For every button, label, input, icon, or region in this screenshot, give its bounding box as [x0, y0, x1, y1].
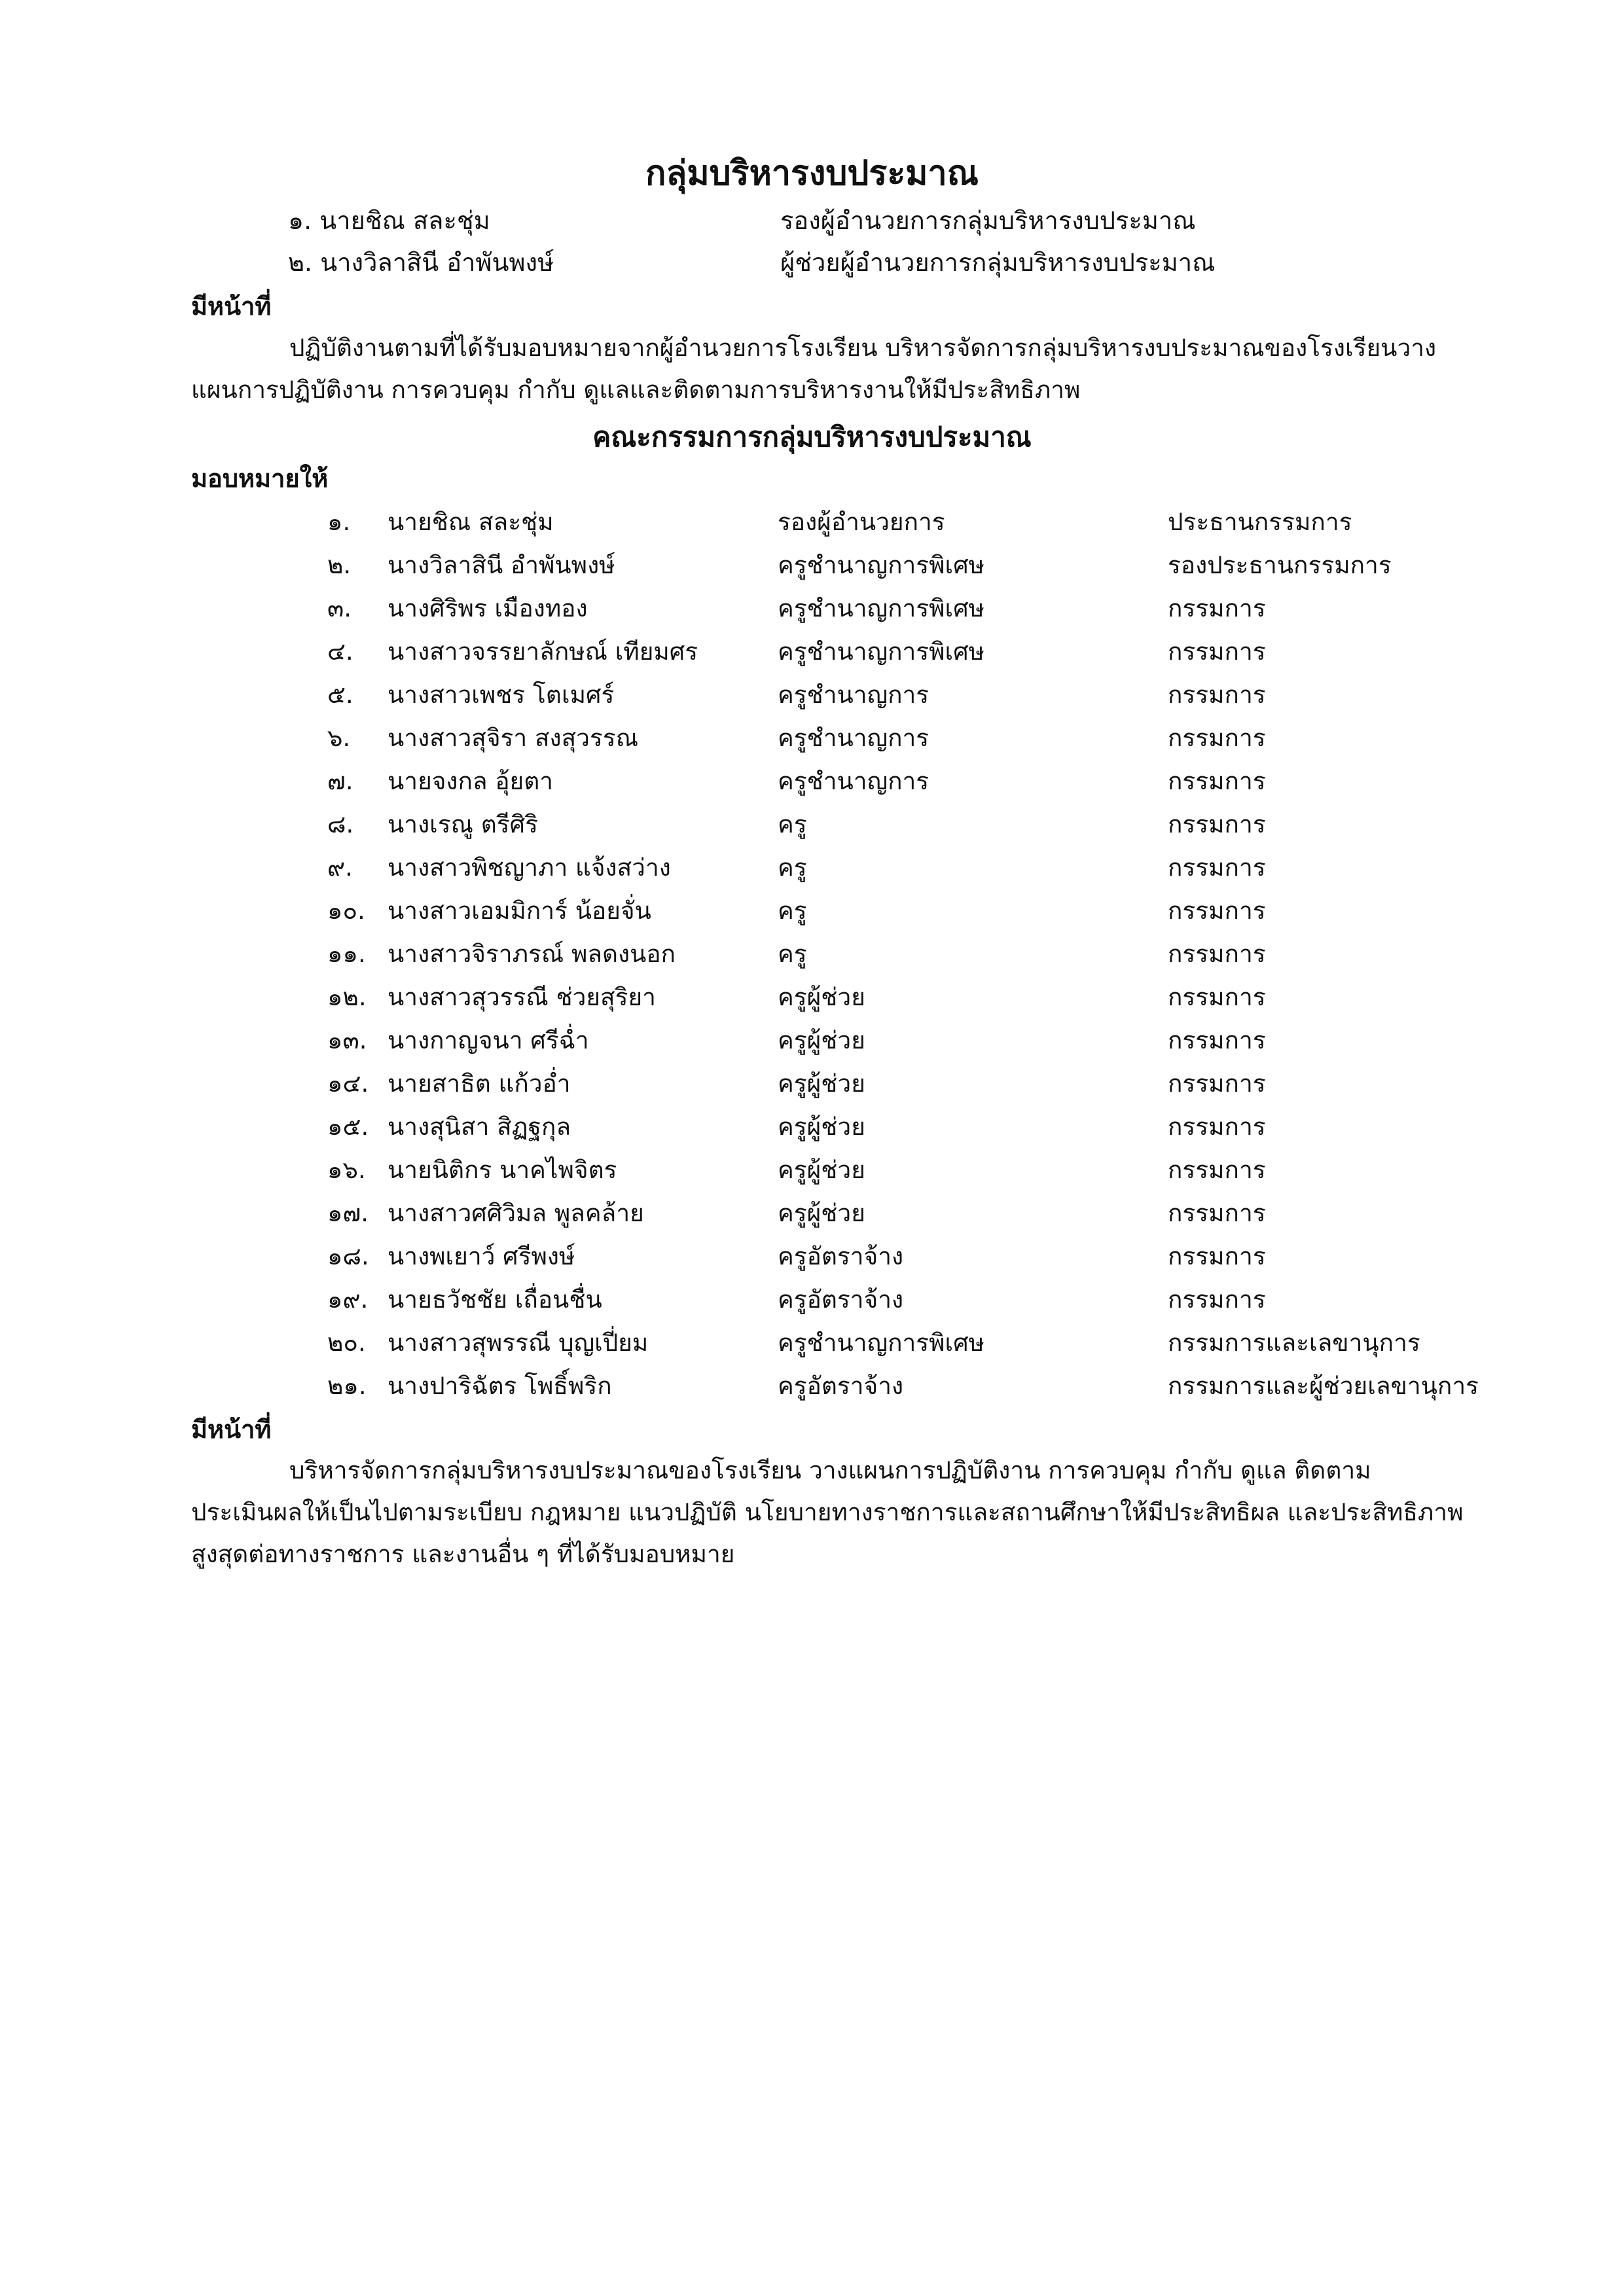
member-number: ๓.	[327, 594, 352, 622]
member-row	[0, 632, 1624, 675]
member-position: ครูชำนาญการพิเศษ	[778, 551, 985, 579]
member-number: ๑๗.	[327, 1199, 369, 1227]
member-row	[0, 1107, 1624, 1151]
member-position: ครูผู้ช่วย	[778, 1156, 865, 1184]
member-duty: กรรมการและเลขานุการ	[1168, 1329, 1420, 1357]
member-position: ครูชำนาญการพิเศษ	[778, 1329, 985, 1357]
lead-name: ๑. นายชิณ สละชุ่ม	[288, 206, 490, 235]
paragraph-line: ปฏิบัติงานตามที่ได้รับมอบหมายจากผู้อำนวยการโรงเรียน บริหารจัดการกลุ่มบริหารงบประมาณของโรงเรียนวาง	[289, 334, 1437, 362]
member-duty: กรรมการ	[1168, 1242, 1266, 1270]
member-row	[0, 891, 1624, 935]
member-row	[0, 1323, 1624, 1367]
member-duty: กรรมการ	[1168, 1156, 1266, 1184]
member-name: นายสาธิต แก้วอ่ำ	[388, 1069, 571, 1098]
member-list	[0, 503, 1624, 1410]
member-position: ครูชำนาญการ	[778, 724, 929, 752]
page-title: กลุ่มบริหารงบประมาณ	[645, 154, 979, 193]
member-name: นางสุนิสา สิฏฐกุล	[388, 1113, 571, 1141]
member-row	[0, 848, 1624, 891]
member-duty: กรรมการ	[1168, 940, 1266, 968]
member-name: นางวิลาสินี อำพันพงษ์	[388, 551, 615, 579]
member-name: นางสาวจิราภรณ์ พลดงนอก	[388, 940, 676, 968]
paragraph-line: สูงสุดต่อทางราชการ และงานอื่น ๆ ที่ได้รับมอบหมาย	[191, 1540, 735, 1568]
member-row	[0, 719, 1624, 762]
member-position: ครูผู้ช่วย	[778, 1199, 865, 1227]
member-number: ๒.	[327, 551, 352, 579]
member-row	[0, 1237, 1624, 1280]
member-duty: กรรมการ	[1168, 983, 1266, 1011]
member-duty: กรรมการ	[1168, 767, 1266, 795]
member-number: ๙.	[327, 853, 353, 882]
member-name: นางเรณู ตรีศิริ	[388, 810, 539, 838]
member-name: นางศิริพร เมืองทอง	[388, 594, 588, 622]
duty-paragraph	[191, 327, 1474, 411]
member-number: ๖.	[327, 724, 351, 752]
duty-heading: มีหน้าที่	[191, 292, 272, 321]
member-name: นางสาวพิชญาภา แจ้งสว่าง	[388, 853, 671, 882]
member-position: ครูผู้ช่วย	[778, 983, 865, 1011]
member-number: ๒๑.	[327, 1372, 367, 1400]
member-duty: กรรมการ	[1168, 1199, 1266, 1227]
member-position: ครูผู้ช่วย	[778, 1113, 865, 1141]
member-duty: กรรมการ	[1168, 1069, 1266, 1098]
member-name: นางสาวเพชร โตเมศร์	[388, 681, 615, 709]
member-duty: กรรมการ	[1168, 637, 1266, 666]
member-row	[0, 805, 1624, 848]
member-position: ครูอัตราจ้าง	[778, 1372, 904, 1400]
member-number: ๔.	[327, 637, 353, 666]
member-position: ครูอัตราจ้าง	[778, 1242, 904, 1270]
member-row	[0, 675, 1624, 719]
member-number: ๑๓.	[327, 1026, 367, 1054]
member-position: ครู	[778, 940, 807, 968]
member-row	[0, 546, 1624, 589]
lead-role: รองผู้อำนวยการกลุ่มบริหารงบประมาณ	[780, 206, 1196, 235]
assign-heading: มอบหมายให้	[191, 464, 329, 493]
member-position: ครู	[778, 853, 807, 882]
member-name: นางสาวสุจิรา สงสุวรรณ	[388, 724, 639, 752]
member-row	[0, 978, 1624, 1021]
member-number: ๑๕.	[327, 1113, 369, 1141]
member-position: ครูชำนาญการ	[778, 681, 929, 709]
member-name: นางสาวจรรยาลักษณ์ เทียมศร	[388, 637, 698, 666]
member-duty: กรรมการ	[1168, 810, 1266, 838]
member-name: นายธวัชชัย เถื่อนชื่น	[388, 1285, 602, 1314]
member-row	[0, 1064, 1624, 1107]
member-name: นางกาญจนา ศรีฉ่ำ	[388, 1026, 589, 1054]
member-row	[0, 1151, 1624, 1194]
member-duty: ประธานกรรมการ	[1168, 508, 1352, 536]
member-duty: กรรมการ	[1168, 681, 1266, 709]
member-position: ครูอัตราจ้าง	[778, 1285, 904, 1314]
member-number: ๗.	[327, 767, 353, 795]
member-name: นางพเยาว์ ศรีพงษ์	[388, 1242, 575, 1270]
member-name: นายชิณ สละชุ่ม	[388, 508, 554, 536]
member-row	[0, 1280, 1624, 1323]
member-number: ๘.	[327, 810, 354, 838]
member-row	[0, 762, 1624, 805]
lead-role: ผู้ช่วยผู้อำนวยการกลุ่มบริหารงบประมาณ	[780, 248, 1216, 277]
member-name: นางปาริฉัตร โพธิ์พริก	[388, 1372, 612, 1400]
member-number: ๑๙.	[327, 1285, 369, 1314]
member-name: นายนิติกร นาคไพจิตร	[388, 1156, 617, 1184]
member-position: ครูชำนาญการพิเศษ	[778, 637, 985, 666]
member-number: ๑๐.	[327, 897, 365, 925]
member-row	[0, 503, 1624, 546]
member-duty: กรรมการ	[1168, 724, 1266, 752]
member-duty: กรรมการ	[1168, 1285, 1266, 1314]
member-name: นางสาวเอมมิการ์ น้อยจั่น	[388, 897, 651, 925]
member-position: ครูผู้ช่วย	[778, 1026, 865, 1054]
member-row	[0, 935, 1624, 978]
member-position: รองผู้อำนวยการ	[778, 508, 945, 536]
member-number: ๑๖.	[327, 1156, 366, 1184]
member-position: ครู	[778, 897, 807, 925]
member-position: ครู	[778, 810, 807, 838]
duty-heading: มีหน้าที่	[191, 1415, 272, 1444]
paragraph-line: ประเมินผลให้เป็นไปตามระเบียบ กฎหมาย แนวปฏิบัติ นโยบายทางราชการและสถานศึกษาให้มีประสิทธิผล และประสิทธิภาพ	[191, 1498, 1464, 1526]
paragraph-line: แผนการปฏิบัติงาน การควบคุม กำกับ ดูแลและติดตามการบริหารงานให้มีประสิทธิภาพ	[191, 376, 1081, 404]
member-number: ๑๘.	[327, 1242, 369, 1270]
member-duty: กรรมการ	[1168, 897, 1266, 925]
member-row	[0, 589, 1624, 632]
member-number: ๑.	[327, 508, 351, 536]
lead-name: ๒. นางวิลาสินี อำพันพงษ์	[288, 248, 554, 277]
member-number: ๑๒.	[327, 983, 367, 1011]
duty-paragraph	[191, 1450, 1474, 1575]
member-number: ๑๔.	[327, 1069, 369, 1098]
paragraph-line: บริหารจัดการกลุ่มบริหารงบประมาณของโรงเรียน วางแผนการปฏิบัติงาน การควบคุม กำกับ ดูแล ติดตาม	[289, 1456, 1371, 1484]
member-duty: กรรมการ	[1168, 1113, 1266, 1141]
member-position: ครูผู้ช่วย	[778, 1069, 865, 1098]
member-duty: กรรมการ	[1168, 1026, 1266, 1054]
member-name: นายจงกล อุ้ยตา	[388, 767, 554, 795]
member-position: ครูชำนาญการพิเศษ	[778, 594, 985, 622]
member-duty: กรรมการและผู้ช่วยเลขานุการ	[1168, 1372, 1479, 1400]
member-duty: กรรมการ	[1168, 853, 1266, 882]
member-row	[0, 1367, 1624, 1410]
member-duty: รองประธานกรรมการ	[1168, 551, 1392, 579]
member-number: ๑๑.	[327, 940, 366, 968]
member-duty: กรรมการ	[1168, 594, 1266, 622]
member-number: ๕.	[327, 681, 353, 709]
member-name: นางสาวสุวรรณี ช่วยสุริยา	[388, 983, 656, 1011]
member-position: ครูชำนาญการ	[778, 767, 929, 795]
member-number: ๒๐.	[327, 1329, 366, 1357]
member-name: นางสาวสุพรรณี บุญเปี่ยม	[388, 1329, 649, 1357]
committee-title: คณะกรรมการกลุ่มบริหารงบประมาณ	[592, 421, 1032, 453]
member-row	[0, 1194, 1624, 1237]
member-row	[0, 1021, 1624, 1064]
member-name: นางสาวศศิวิมล พูลคล้าย	[388, 1199, 644, 1227]
